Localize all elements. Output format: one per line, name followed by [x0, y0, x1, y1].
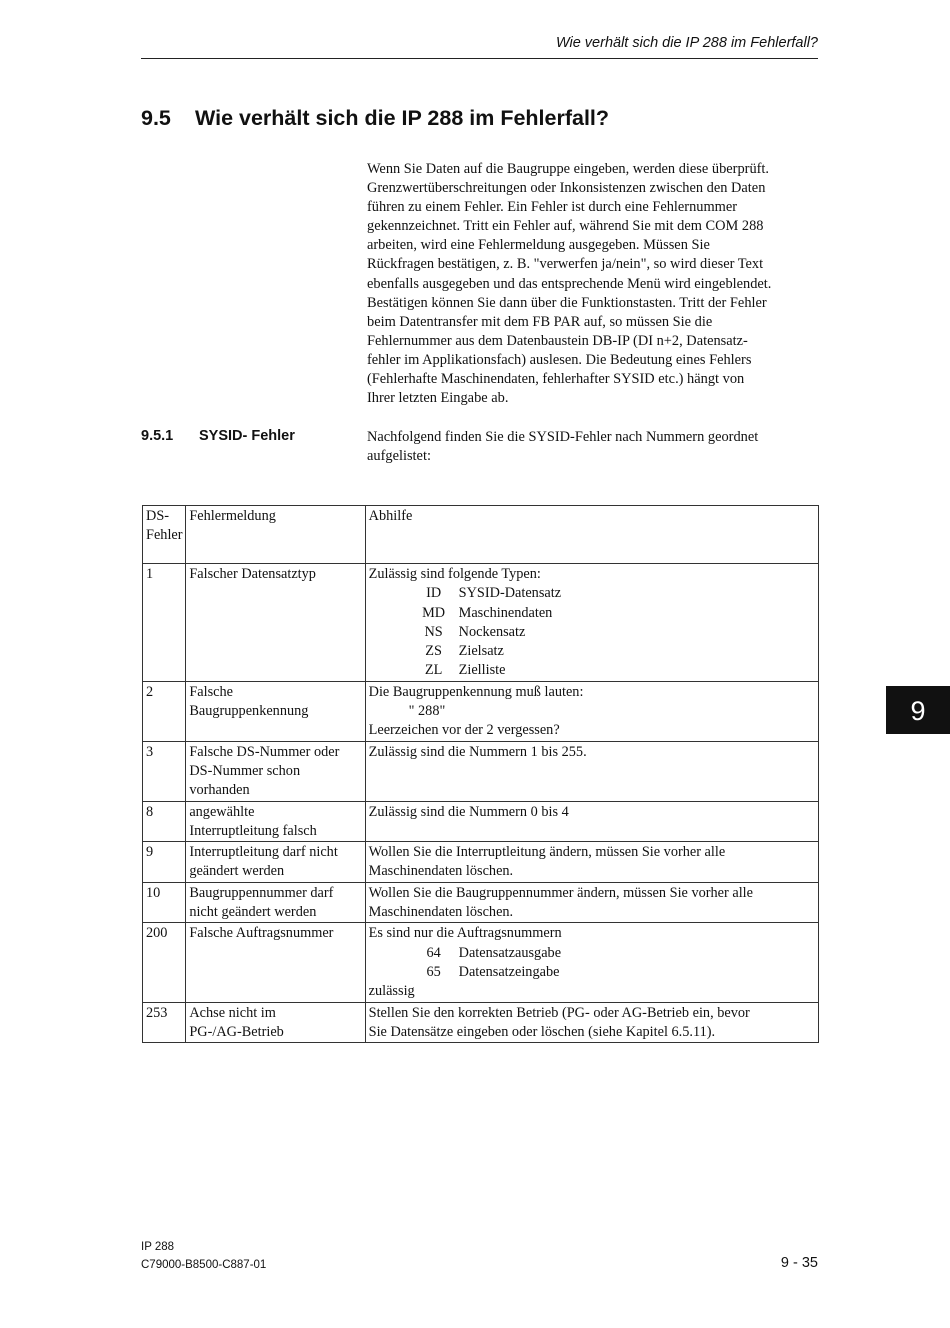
remedy-line: Wollen Sie die Interruptleitung ändern, müssen Sie vorher alle	[368, 844, 726, 861]
error-table	[142, 505, 819, 1043]
header-ds-fehler	[143, 506, 186, 564]
footer-order-number: C79000-B8500-C887-01	[141, 1259, 267, 1271]
error-code: 9	[143, 842, 186, 883]
header-fehlermeldung: Fehlermeldung	[186, 506, 365, 564]
subsection-text	[367, 428, 819, 466]
chapter-tab-marker: 9	[886, 686, 950, 734]
error-remedy	[365, 923, 818, 1002]
message-line: Interruptleitung darf nicht	[189, 844, 338, 861]
type-label: Nockensatz	[458, 623, 526, 640]
message-line: geändert werden	[189, 863, 285, 880]
error-message	[186, 882, 365, 923]
error-code: 200	[143, 923, 186, 1002]
error-remedy	[365, 842, 818, 883]
table-row	[143, 923, 819, 1002]
table-header-row	[143, 506, 819, 564]
remedy-line: " 288"	[408, 703, 446, 720]
table-row	[143, 741, 819, 801]
message-line: Baugruppenkennung	[189, 703, 309, 720]
message-line: Baugruppennummer darf	[189, 884, 334, 901]
order-code: 64	[426, 944, 441, 961]
remedy-line: Maschinendaten löschen.	[368, 863, 514, 880]
error-remedy	[365, 882, 818, 923]
intro-line: Grenzwertüberschreitungen oder Inkonsistenzen zwischen den Daten	[367, 180, 766, 197]
type-code: ID	[426, 585, 442, 602]
remedy-line: Die Baugruppenkennung muß lauten:	[368, 683, 584, 700]
error-message	[186, 1002, 365, 1043]
type-label: Maschinendaten	[458, 604, 553, 621]
message-line: angewählte	[189, 803, 255, 820]
remedy-line: Stellen Sie den korrekten Betrieb (PG- oder AG-Betrieb ein, bevor	[368, 1004, 750, 1021]
subsection-number: 9.5.1	[141, 428, 174, 444]
intro-line: Rückfragen bestätigen, z. B. "verwerfen ja/nein", so wird dieser Text	[367, 256, 764, 273]
error-code: 3	[143, 741, 186, 801]
error-code: 10	[143, 882, 186, 923]
intro-line: ebenfalls ausgegeben und das entsprechende Menü wird eingeblendet.	[367, 275, 772, 292]
remedy-line: Es sind nur die Auftragsnummern	[368, 925, 562, 942]
error-message: Falscher Datensatztyp	[186, 564, 365, 682]
section-title: Wie verhält sich die IP 288 im Fehlerfall?	[195, 106, 610, 130]
type-label: SYSID-Datensatz	[458, 585, 562, 602]
remedy-line: zulässig	[368, 983, 415, 1000]
type-item	[369, 623, 816, 642]
error-code: 8	[143, 801, 186, 842]
error-remedy	[365, 681, 818, 741]
message-line: DS-Nummer schon	[189, 762, 301, 779]
error-code: 253	[143, 1002, 186, 1043]
error-remedy	[365, 1002, 818, 1043]
intro-line: Bestätigen können Sie dann über die Funktionstasten. Tritt der Fehler	[367, 294, 767, 311]
footer-product: IP 288	[141, 1241, 175, 1253]
header-line: DS-	[146, 508, 170, 524]
intro-line: gekennzeichnet. Tritt ein Fehler auf, während Sie mit dem COM 288	[367, 218, 764, 235]
header-line: Fehler	[146, 527, 183, 544]
table-row	[143, 681, 819, 741]
intro-line: Ihrer letzten Eingabe ab.	[367, 390, 509, 407]
table-row	[143, 1002, 819, 1043]
error-remedy: Zulässig sind die Nummern 1 bis 255.	[365, 741, 818, 801]
error-message	[186, 681, 365, 741]
message-line: PG-/AG-Betrieb	[189, 1023, 284, 1040]
page-number: 9 - 35	[780, 1255, 818, 1271]
message-line: nicht geändert werden	[189, 904, 317, 921]
table-row	[143, 801, 819, 842]
order-label: Datensatzeingabe	[458, 963, 560, 980]
type-item	[369, 584, 816, 603]
subsection-line: Nachfolgend finden Sie die SYSID-Fehler nach Nummern geordnet	[367, 429, 759, 445]
error-message: Falsche Auftragsnummer	[186, 923, 365, 1002]
header-abhilfe: Abhilfe	[365, 506, 818, 564]
intro-line: beim Datentransfer mit dem FB PAR auf, so müssen Sie die	[367, 313, 713, 330]
type-item	[369, 642, 816, 661]
type-code: NS	[424, 623, 443, 640]
order-item	[369, 963, 816, 982]
intro-line: fehler im Applikationsfach) auslesen. Die Bedeutung eines Fehlers	[367, 351, 752, 368]
message-line: Achse nicht im	[189, 1004, 276, 1021]
type-label: Zielliste	[458, 662, 506, 679]
order-code: 65	[426, 963, 441, 980]
subsection-title: SYSID- Fehler	[199, 428, 295, 444]
table-row	[143, 564, 819, 682]
error-message	[186, 741, 365, 801]
error-message	[186, 842, 365, 883]
error-code: 1	[143, 564, 186, 682]
type-code: ZS	[425, 643, 442, 660]
subsection-line: aufgelistet:	[367, 448, 431, 465]
intro-line: Fehlernummer aus dem Datenbaustein DB-IP (DI n+2, Datensatz-	[367, 332, 748, 349]
intro-line: (Fehlerhafte Maschinendaten, fehlerhafter SYSID etc.) hängt von	[367, 371, 745, 388]
intro-line: arbeiten, wird eine Fehlermeldung ausgegeben. Müssen Sie	[367, 237, 710, 254]
order-label: Datensatzausgabe	[458, 944, 562, 961]
remedy-line: Sie Datensätze eingeben oder löschen (siehe Kapitel 6.5.11).	[368, 1023, 716, 1040]
error-code: 2	[143, 681, 186, 741]
section-number: 9.5	[141, 106, 171, 130]
intro-line: Wenn Sie Daten auf die Baugruppe eingeben, werden diese überprüft.	[367, 161, 770, 177]
running-header: Wie verhält sich die IP 288 im Fehlerfall?	[555, 35, 818, 51]
table-row	[143, 842, 819, 883]
message-line: vorhanden	[189, 782, 250, 799]
type-item	[369, 604, 816, 623]
message-line: Falsche DS-Nummer oder	[189, 743, 340, 760]
error-remedy: Zulässig sind die Nummern 0 bis 4	[365, 801, 818, 842]
error-message	[186, 801, 365, 842]
remedy-line: Leerzeichen vor der 2 vergessen?	[368, 722, 560, 739]
table-row	[143, 882, 819, 923]
remedy-line: Maschinendaten löschen.	[368, 904, 514, 921]
type-code: ZL	[424, 662, 443, 679]
header-rule	[141, 58, 818, 59]
intro-line: führen zu einem Fehler. Ein Fehler ist durch eine Fehlernummer	[367, 199, 738, 216]
message-line: Falsche	[189, 683, 233, 700]
error-remedy	[365, 564, 818, 682]
type-label: Zielsatz	[458, 643, 504, 660]
message-line: Interruptleitung falsch	[189, 822, 317, 839]
type-item	[369, 661, 816, 680]
intro-paragraph	[367, 160, 819, 408]
order-item	[369, 944, 816, 963]
remedy-line: Zulässig sind folgende Typen:	[368, 566, 541, 582]
remedy-line: Wollen Sie die Baugruppennummer ändern, müssen Sie vorher alle	[368, 884, 753, 901]
type-code: MD	[422, 604, 446, 621]
